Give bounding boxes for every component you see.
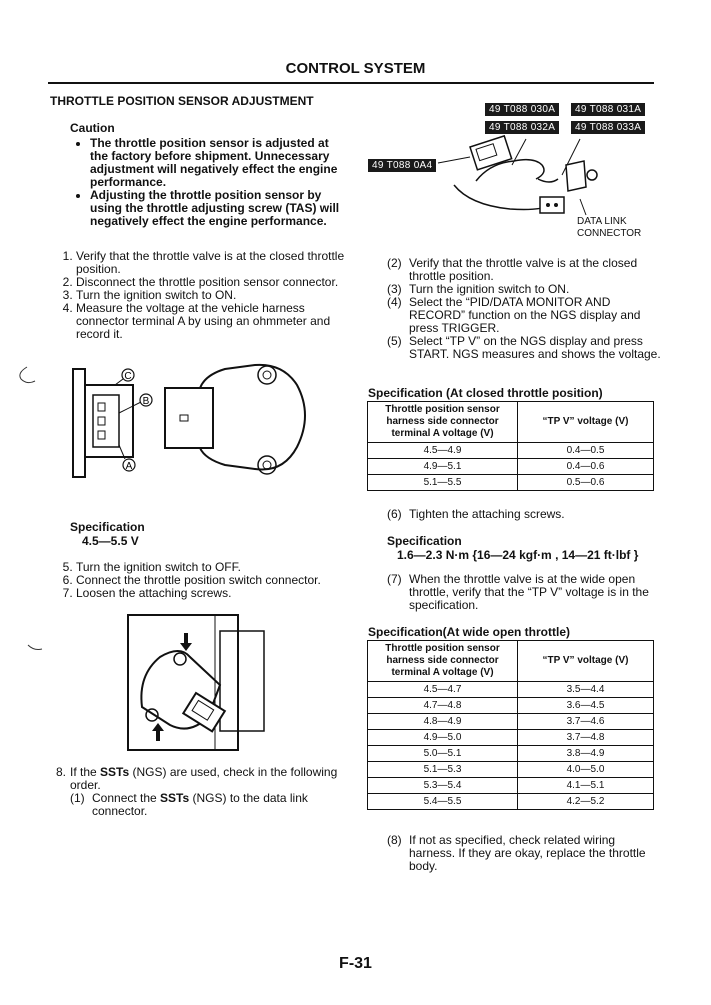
section-title: THROTTLE POSITION SENSOR ADJUSTMENT [50,94,314,108]
step-item: 5. Turn the ignition switch to OFF. [76,561,346,574]
substep-item: (2) Verify that the throttle valve is at the closed throttle position. [387,256,638,283]
step-item: 2. Disconnect the throttle position sensor connector. [76,276,346,289]
substeps-2-5 [387,257,662,361]
substep-8: (8) If not as specified, check related wiring harness. If they are okay, replace the throttle body. [387,833,646,873]
steps-b [56,561,346,600]
step-8-text-rest: (NGS) are used, check in the following order. [70,765,338,792]
table-closed [367,401,654,491]
caution-title: Caution [70,121,115,135]
header-rule [48,82,654,84]
table-row: 4.9—5.1 0.4—0.6 [368,459,654,475]
table-closed-col1: Throttle position sensor harness side connector terminal A voltage (V) [368,402,518,443]
table-closed-col2: “TP V” voltage (V) [518,402,654,443]
table-wide [367,640,654,810]
table-wide-caption: Specification(At wide open throttle) [368,625,571,639]
sensor-body [165,365,305,470]
spec-torque-block [387,534,638,562]
step-8-num: 8. [56,765,67,779]
sst-tag: 49 T088 030A [485,103,559,116]
screw-icon [258,366,276,384]
data-link-plug [540,197,564,213]
spec-left-value: 4.5—5.5 V [82,534,139,548]
steps-list-b [56,561,346,600]
step-8 [56,766,346,818]
steps-list-a [56,250,346,341]
table-row: 5.4—5.5 4.2—5.2 [368,794,654,810]
step-item: 4. Measure the voltage at the vehicle harness connector terminal A by using an ohmmeter and record it. [76,302,346,341]
caution-item: • The throttle position sensor is adjusted at the factory before shipment. Unnecessary adjustment will negatively effect the engine performance. [90,137,340,189]
table-wide-col1: Throttle position sensor harness side connector terminal A voltage (V) [368,641,518,682]
table-closed-caption: Specification (At closed throttle position) [368,386,603,400]
spec-torque-label: Specification [387,534,462,548]
step-item: 3. Turn the ignition switch to ON. [76,289,346,302]
caution-block [70,122,340,228]
spec-left-block [70,520,145,548]
connector-illustration [15,355,335,495]
substep-1-num: (1) [70,791,85,805]
sst-tag: 49 T088 032A [485,121,559,134]
page-header: CONTROL SYSTEM [285,60,426,77]
arrow-down-icon [180,633,192,651]
substep-item: (3) Turn the ignition switch to ON. [387,282,570,296]
step-8-ssts: SSTs [100,765,130,779]
ngs-tester [470,136,512,170]
spec-left-label: Specification [70,520,145,534]
table-row: 5.3—5.4 4.1—5.1 [368,778,654,794]
caution-item: • Adjusting the throttle position sensor by using the throttle adjusting screw (TAS) will negatively effect the engine performance. [90,189,340,228]
substep-7: (7) When the throttle valve is at the wide open throttle, verify that the “TP V” voltage is in the specification. [387,572,649,612]
table-row: 5.1—5.3 4.0—5.0 [368,762,654,778]
screw-icon [174,653,186,665]
step-item: 6. Connect the throttle position switch connector. [76,574,346,587]
data-link-label [577,216,641,240]
substep-1-ssts: SSTs [160,791,190,805]
page-number: F-31 [339,955,372,972]
table-row: 4.7—4.8 3.6—4.5 [368,698,654,714]
table-row: 4.8—4.9 3.7—4.6 [368,714,654,730]
table-row: 4.5—4.9 0.4—0.5 [368,443,654,459]
substep-item: (4) Select the “PID/DATA MONITOR AND RECORD” function on the NGS display and press TRIGGER. [387,295,641,335]
table-row: 5.0—5.1 3.8—4.9 [368,746,654,762]
steps-a [56,250,346,341]
data-link-label-line2: CONNECTOR [577,228,642,239]
arrow-up-icon [152,723,164,741]
connector-adapter [566,161,586,191]
substep-item: (5) Select “TP V” on the NGS display and press START. NGS measures and shows the voltage. [387,334,661,361]
data-link-label-line1: DATA LINK [577,216,627,227]
label-c: C [124,371,132,382]
substep-1-text-rest: (NGS) to the data link connector. [92,791,308,818]
label-a: A [125,461,133,472]
sst-tag: 49 T088 0A4 [368,159,436,172]
substep-1-text: Connect the [92,791,161,805]
spec-torque-value: 1.6—2.3 N·m {16—24 kgf·m , 14—21 ft·lbf } [397,548,639,562]
sst-tag: 49 T088 031A [571,103,645,116]
sst-tag: 49 T088 033A [571,121,645,134]
throttle-body-illustration [20,605,270,760]
table-row: 5.1—5.5 0.5—0.6 [368,475,654,491]
table-wide-col2: “TP V” voltage (V) [518,641,654,682]
caution-list [70,137,340,228]
substep-6: (6) Tighten the attaching screws. [387,507,565,521]
step-8-text: If the [70,765,101,779]
sensor-connector [165,388,213,448]
step-item: 1. Verify that the throttle valve is at the closed throttle position. [76,250,346,276]
table-row: 4.5—4.7 3.5—4.4 [368,682,654,698]
label-b: B [142,396,150,407]
screw-icon [258,456,276,474]
step-item: 7. Loosen the attaching screws. [76,587,346,600]
table-row: 4.9—5.0 3.7—4.8 [368,730,654,746]
